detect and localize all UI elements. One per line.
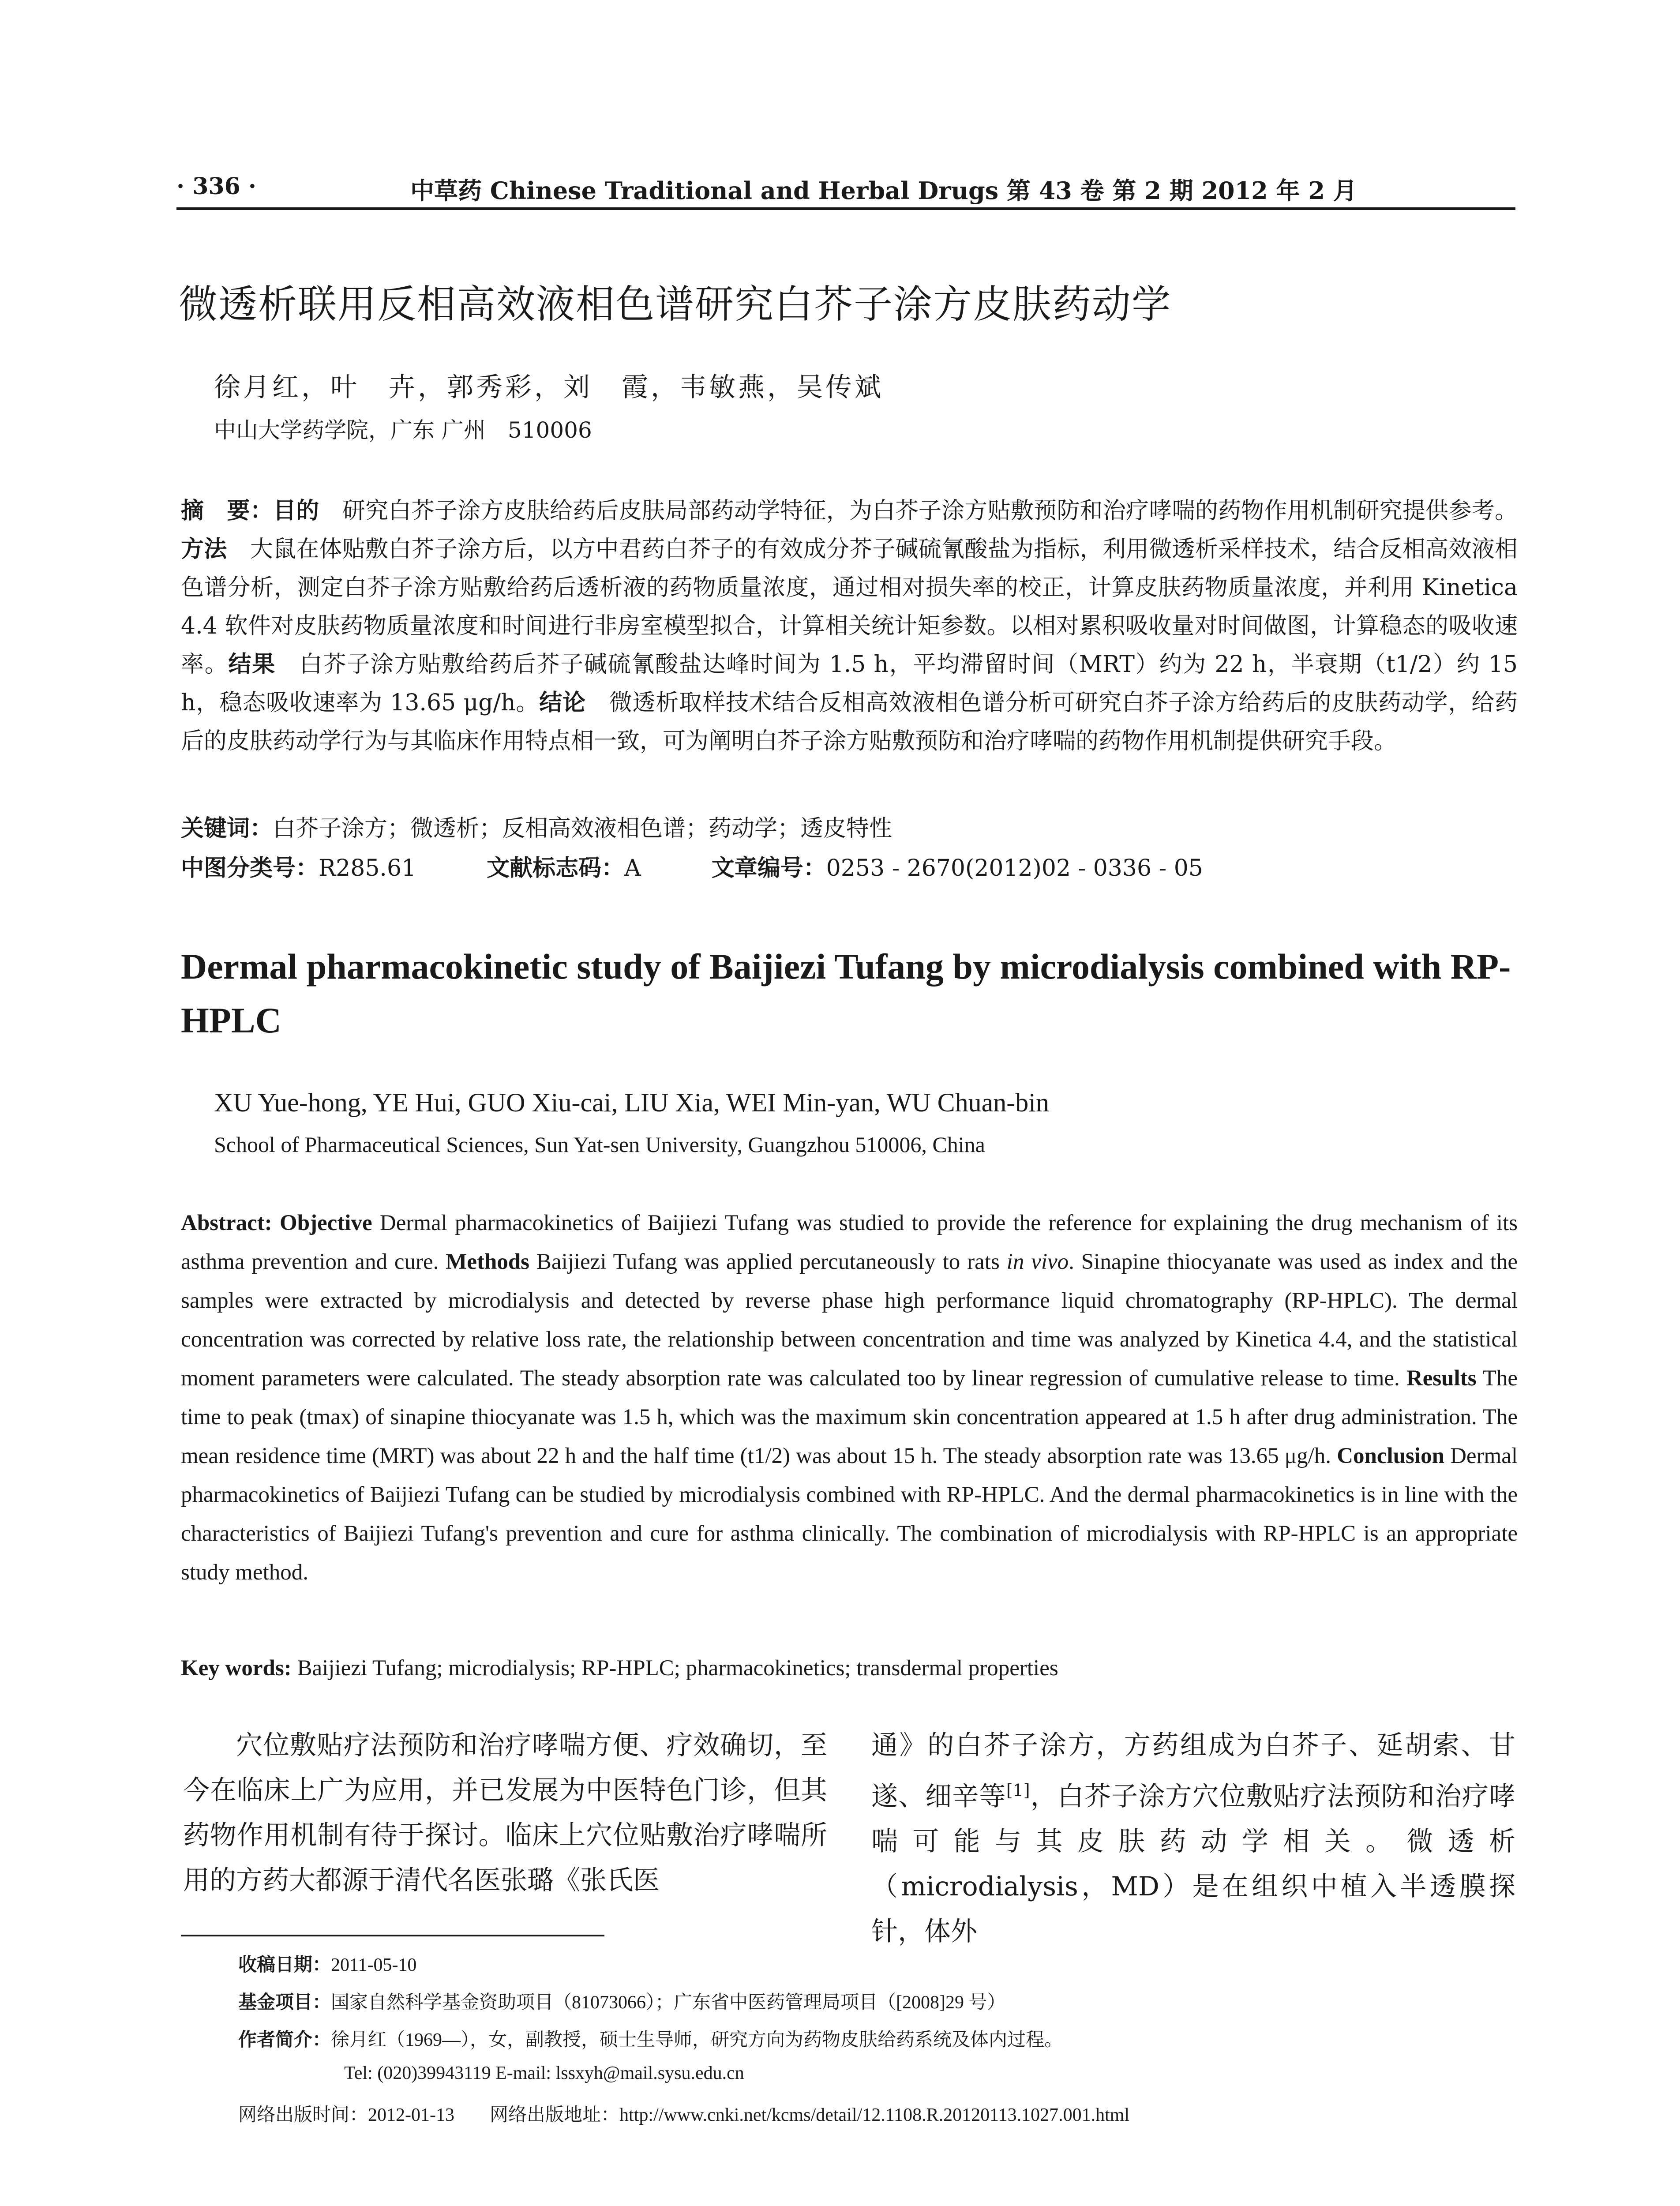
en-objective-text: Dermal pharmacokinetics of Baijiezi Tufang was studied to provide the reference for explaining the drug mechanism of its asthma prevention and cure.: [181, 1211, 1518, 1274]
chinese-authors: 徐月红，叶 卉，郭秀彩，刘 霞，韦敏燕，吴传斌: [214, 372, 884, 403]
doc-code-value: A: [624, 855, 641, 882]
en-methods-text-a: Baijiezi Tufang was applied percutaneously to rats: [529, 1249, 1007, 1274]
english-abstract: [181, 1204, 1518, 1592]
chinese-abstract: [181, 492, 1518, 761]
footnote-contact: Tel: (020)39943119 E-mail: lssxyh@mail.sysu.edu.cn: [344, 2063, 744, 2083]
en-results-label: Results: [1406, 1366, 1477, 1391]
author-label: 作者简介：: [238, 2029, 331, 2050]
citation-ref: [1]: [1006, 1781, 1030, 1800]
en-abstract-label: Abstract: Objective: [181, 1211, 372, 1235]
body-right-text-a: 通》的白芥子涂方，方药组成为白芥子、延胡索、甘遂、细辛等: [871, 1730, 1515, 1812]
page-number: · 336 ·: [176, 173, 256, 200]
chinese-title: 微透析联用反相高效液相色谱研究白芥子涂方皮肤药动学: [179, 281, 1172, 327]
article-number-label: 文章编号：: [711, 855, 826, 882]
footnote-author: [238, 2025, 1063, 2052]
keywords-label: 关键词：: [181, 815, 273, 842]
fund-value: 国家自然科学基金资助项目（81073066）；广东省中医药管理局项目（[2008]29 号）: [331, 1992, 1006, 2013]
en-keywords-text: Baijiezi Tufang; microdialysis; RP-HPLC; pharmacokinetics; transdermal properties: [291, 1656, 1058, 1681]
received-value: 2011-05-10: [331, 1955, 417, 1975]
header-rule: [176, 207, 1515, 210]
body-column-left: 穴位敷贴疗法预防和治疗哮喘方便、疗效确切，至今在临床上广为应用，并已发展为中医特色门诊，但其药物作用机制有待于探讨。临床上穴位贴敷治疗哮喘所用的方药大都源于清代名医张璐《张氏医: [183, 1730, 827, 1896]
classification-line: [181, 849, 1518, 888]
english-title: Dermal pharmacokinetic study of Baijiezi Tufang by microdialysis combined with RP-HPLC: [181, 946, 1511, 1040]
author-value: 徐月红（1969—），女，副教授，硕士生导师，研究方向为药物皮肤给药系统及体内过程。: [331, 2030, 1063, 2050]
clc-label: 中图分类号：: [181, 855, 319, 882]
article-number-value: 0253 - 2670(2012)02 - 0336 - 05: [826, 855, 1203, 882]
en-in-vivo: in vivo: [1006, 1249, 1069, 1274]
body-column-right: [871, 1723, 1515, 1954]
en-methods-label: Methods: [446, 1249, 530, 1274]
online-url-link[interactable]: http://www.cnki.net/kcms/detail/12.1108.R.20120113.1027.001.html: [619, 2105, 1130, 2125]
en-conclusion-label: Conclusion: [1337, 1444, 1444, 1468]
body-right-text-b: ，白芥子涂方穴位敷贴疗法预防和治疗哮喘可能与其皮肤药动学相关。微透析（microdialysis，MD）是在组织中植入半透膜探针，体外: [871, 1781, 1516, 1947]
english-keywords: [181, 1649, 1518, 1688]
online-time-label: 网络出版时间：: [238, 2105, 368, 2125]
en-methods-text-b: . Sinapine thiocyanate was used as index and the samples were extracted by microdialysis and detected by reverse phase high performance liquid chromatography (RP-HPLC). The dermal concentration was corrected by relative loss rate, the relationship between concentration and time was analyzed by Kinetica 4.4, and the statistical moment parameters were calculated. The steady absorption rate was calculated too by linear regression of cumulative release to time.: [181, 1249, 1518, 1391]
en-conclusion-text: Dermal pharmacokinetics of Baijiezi Tufang can be studied by microdialysis combined with RP-HPLC. And the dermal pharmacokinetics is in line with the characteristics of Baijiezi Tufang's prevention and cure for asthma clinically. The combination of microdialysis with RP-HPLC is an appropriate study method.: [181, 1444, 1518, 1585]
chinese-affiliation: 中山大学药学院，广东 广州 510006: [214, 417, 592, 443]
en-keywords-label: Key words:: [181, 1656, 292, 1681]
clc-value: R285.61: [319, 855, 416, 882]
footnote-online: [238, 2100, 1129, 2127]
online-time-value: 2012-01-13: [368, 2105, 454, 2125]
methods-label: 方法: [181, 536, 227, 563]
conclusion-label: 结论: [539, 690, 586, 716]
conclusion-text: 微透析取样技术结合反相高效液相色谱分析可研究白芥子涂方给药后的皮肤药动学，给药后的皮肤药动学行为与其临床作用特点相一致，可为阐明白芥子涂方贴敷预防和治疗哮喘的药物作用机制提供研究手段。: [181, 690, 1518, 754]
online-url-label: 网络出版地址：: [490, 2105, 620, 2125]
footnote-fund: [238, 1988, 1006, 2014]
running-header: 中草药 Chinese Traditional and Herbal Drugs 第 43 卷 第 2 期 2012 年 2 月: [410, 176, 1357, 205]
footnote-rule: [181, 1935, 604, 1936]
results-text: 白芥子涂方贴敷给药后芥子碱硫氰酸盐达峰时间为 1.5 h，平均滞留时间（MRT）约为 22 h，半衰期（t1/2）约 15 h，稳态吸收速率为 13.65 μg/h。: [181, 651, 1518, 716]
english-authors: XU Yue-hong, YE Hui, GUO Xiu-cai, LIU Xia, WEI Min-yan, WU Chuan-bin: [214, 1088, 1049, 1117]
keywords-text: 白芥子涂方；微透析；反相高效液相色谱；药动学；透皮特性: [273, 815, 892, 842]
received-label: 收稿日期：: [238, 1954, 331, 1975]
footnote-received: [238, 1950, 416, 1977]
chinese-keywords: [181, 810, 1518, 848]
doc-code-label: 文献标志码：: [487, 855, 625, 882]
abstract-label: 摘 要：: [181, 498, 273, 524]
en-results-text: The time to peak (tmax) of sinapine thiocyanate was 1.5 h, which was the maximum skin concentration appeared at 1.5 h after drug administration. The mean residence time (MRT) was about 22 h and the half time (t1/2) was about 15 h. The steady absorption rate was 13.65 μg/h.: [181, 1366, 1518, 1468]
methods-text: 大鼠在体贴敷白芥子涂方后，以方中君药白芥子的有效成分芥子碱硫氰酸盐为指标，利用微透析采样技术，结合反相高效液相色谱分析，测定白芥子涂方贴敷给药后透析液的药物质量浓度，通过相对损失率的校正，计算皮肤药物质量浓度，并利用 Kinetica 4.4 软件对皮肤药物质量浓度和时间进行非房室模型拟合，计算相关统计矩参数。以相对累积吸收量对时间做图，计算稳态的吸收速率。: [181, 536, 1518, 678]
results-label: 结果: [228, 651, 276, 678]
objective-text: 研究白芥子涂方皮肤给药后皮肤局部药动学特征，为白芥子涂方贴敷预防和治疗哮喘的药物作用机制研究提供参考。: [319, 498, 1518, 524]
fund-label: 基金项目：: [238, 1991, 331, 2013]
english-affiliation: School of Pharmaceutical Sciences, Sun Yat-sen University, Guangzhou 510006, China: [214, 1132, 985, 1157]
objective-label: 目的: [273, 498, 319, 524]
